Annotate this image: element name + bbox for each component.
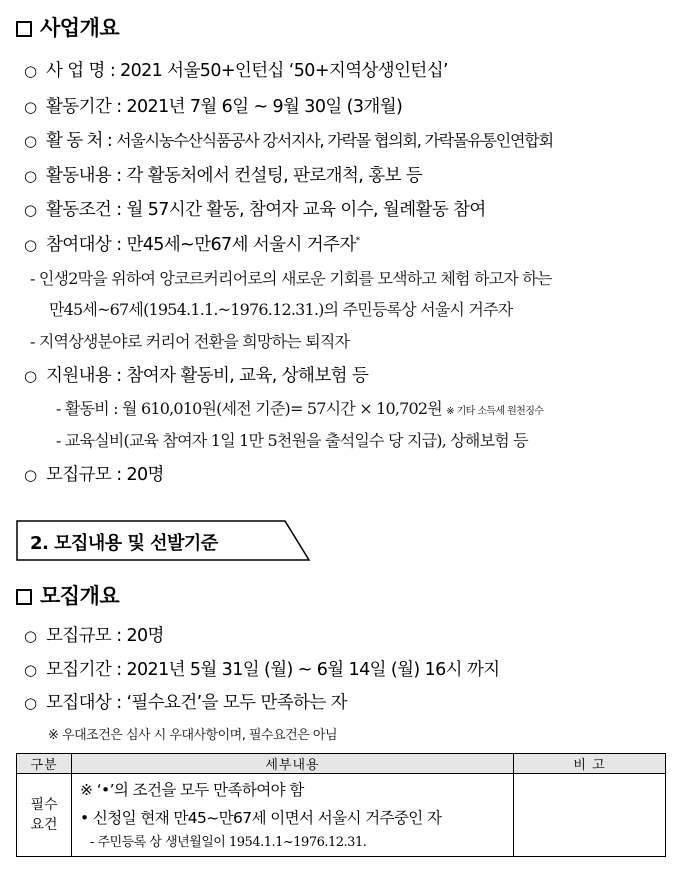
section-heading-text: 사업개요	[40, 16, 120, 40]
support-note-allowance: - 활동비 : 월 610,010원(세전 기준)= 57시간 × 10,702원 ※ 기타 소득세 원천징수	[56, 399, 544, 418]
target-note-2: - 지역상생분야로 커리어 전환을 희망하는 퇴직자	[30, 332, 350, 351]
section2-banner	[16, 520, 307, 561]
circle-bullet-icon: ○	[24, 167, 37, 185]
circle-bullet-icon: ○	[24, 466, 37, 484]
details-line-birthdate: - 주민등록 상 생년월일이 1954.1.1~1976.12.31.	[90, 835, 367, 850]
circle-bullet-icon: ○	[24, 627, 37, 645]
section2-banner-title: 2. 모집내용 및 선발기준	[30, 533, 218, 554]
table-header-category: 구분	[17, 754, 72, 774]
table-row	[17, 774, 666, 857]
circle-bullet-icon: ○	[24, 62, 37, 80]
circle-bullet-icon: ○	[24, 98, 37, 116]
table-header-row	[17, 754, 666, 774]
section-heading-recruitment: 모집개요	[16, 580, 119, 610]
section-heading-overview	[16, 12, 119, 42]
checkbox-square-icon	[16, 21, 32, 37]
table-header-details: 세부내용	[72, 754, 514, 774]
recruit-item-target: ○ 모집대상 : ‘필수요건’을 모두 만족하는 자	[24, 693, 347, 713]
overview-item-period: ○ 활동기간 : 2021년 7월 6일 ~ 9월 30일 (3개월)	[24, 97, 403, 117]
circle-bullet-icon: ○	[24, 367, 37, 385]
table-header-remarks: 비 고	[514, 754, 666, 774]
target-note-1-cont: 만45세~67세(1954.1.1.~1976.12.31.)의 주민등록상 서울시 거주자	[49, 300, 513, 319]
details-line-age: • 신청일 현재 만45~만67세 이면서 서울시 거주중인 자	[80, 809, 442, 827]
overview-item-scale: ○ 모집규모 : 20명	[24, 465, 164, 485]
checkbox-square-icon	[16, 589, 32, 605]
recruit-item-scale: ○ 모집규모 : 20명	[24, 626, 164, 646]
overview-item-conditions: ○ 활동조건 : 월 57시간 활동, 참여자 교육 이수, 월례활동 참여	[24, 200, 486, 220]
support-note-education: - 교육실비(교육 참여자 1일 1만 5천원을 출석일수 당 지급), 상해보험 등	[56, 431, 528, 450]
recruit-note: ※ 우대조건은 심사 시 우대사항이며, 필수요건은 아님	[48, 728, 338, 743]
row-label-required: 필수 요건	[17, 774, 72, 857]
target-note-1: - 인생2막을 위하여 앙코르커리어로의 새로운 기회를 모색하고 체험 하고자 하는	[30, 269, 552, 288]
overview-item-support: ○ 지원내용 : 참여자 활동비, 교육, 상해보험 등	[24, 366, 369, 386]
recruit-item-period: ○ 모집기간 : 2021년 5월 31일 (월) ~ 6월 14일 (월) 16시 까지	[24, 660, 500, 680]
circle-bullet-icon: ○	[24, 132, 36, 150]
asterisk-mark: *	[355, 236, 360, 247]
circle-bullet-icon: ○	[24, 201, 37, 219]
circle-bullet-icon: ○	[24, 694, 37, 712]
row-details	[72, 774, 514, 857]
overview-item-target: ○ 참여대상 : 만45세~만67세 서울시 거주자*	[24, 235, 360, 255]
requirements-table	[16, 753, 666, 857]
circle-bullet-icon: ○	[24, 661, 37, 679]
overview-item-place: ○ 활 동 처 : 서울시농수산식품공사 강서지사, 가락몰 협의회, 가락몰유통인연합회	[24, 131, 553, 151]
details-line-condition: ※ ‘•’의 조건을 모두 만족하여야 함	[80, 781, 304, 799]
row-remarks	[514, 774, 666, 857]
overview-item-content: ○ 활동내용 : 각 활동처에서 컨설팅, 판로개척, 홍보 등	[24, 166, 423, 186]
overview-item-name: ○ 사 업 명 : 2021 서울50+인턴십 ‘50+지역상생인턴십’	[24, 61, 448, 81]
circle-bullet-icon: ○	[24, 236, 37, 254]
